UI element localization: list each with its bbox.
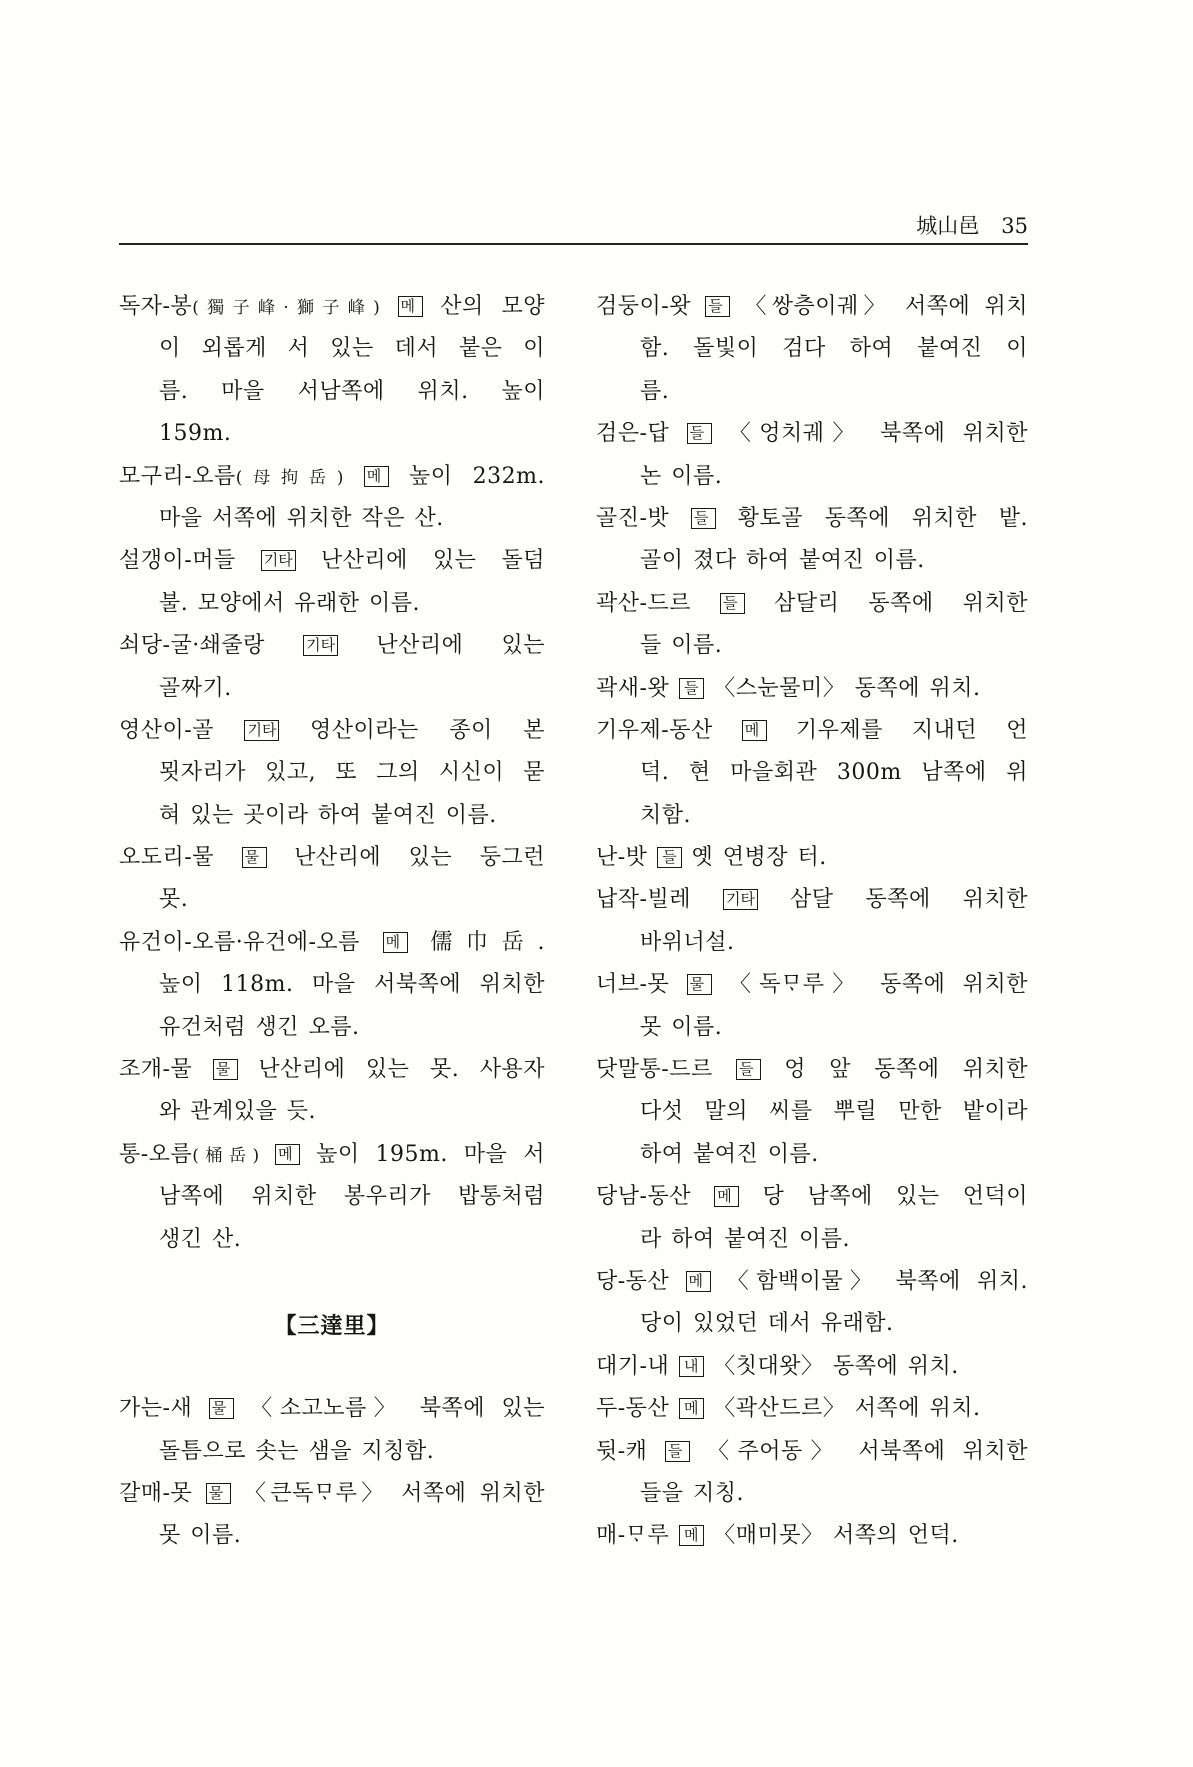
entry-first-line <box>596 964 1028 1006</box>
entry-term: 기우제-동산 <box>596 717 713 743</box>
entry-term: 난-밧 <box>596 845 648 871</box>
entry-continuation-line: 골이 졌다 하여 붙여진 이름. <box>640 548 925 574</box>
entry-hanja: (獨子峰·獅子峰) <box>192 298 380 318</box>
entry-continuation-line: 함. 돌빛이 검다 하여 붙여진 이 <box>640 336 1028 362</box>
category-tag: 들 <box>736 1059 761 1080</box>
entry-continuation-line: 바위너설. <box>640 929 735 955</box>
category-tag: 들 <box>665 1441 690 1462</box>
entry-continuation-line: 다섯 말의 씨를 뿌릴 만한 밭이라 <box>640 1099 1028 1125</box>
entry-continuation-line: 름. 마을 서남쪽에 위치. 높이 <box>159 378 545 404</box>
entry-first-line <box>119 1049 545 1091</box>
entry-hanja: (母拘岳) <box>235 467 344 488</box>
entry-term: 쇠당-굴·쇄줄랑 <box>119 633 265 659</box>
header-rule <box>119 243 1028 245</box>
category-tag: 기타 <box>303 635 338 656</box>
entry <box>596 498 1028 583</box>
entry <box>119 286 545 456</box>
entry-term: 독자-봉 <box>119 294 193 319</box>
entry-continuation-line: 혀 있는 곳이라 하여 붙여진 이름. <box>159 802 497 828</box>
entry-text: 〈엉치궤〉 북쪽에 위치한 <box>728 421 1028 447</box>
entry-continuation-line: 치함. <box>640 802 691 828</box>
category-tag: 메 <box>742 720 767 741</box>
entry-first-line <box>596 1261 1028 1303</box>
entry <box>119 625 545 710</box>
entry <box>596 1261 1028 1346</box>
entry-term: 닷말통-드르 <box>596 1057 713 1083</box>
entry-continuation-line: 돌틈으로 솟는 샘을 지칭함. <box>159 1438 435 1464</box>
entry-first-line <box>119 286 545 328</box>
entry-term: 모구리-오름 <box>119 463 236 489</box>
entry <box>596 1515 1028 1557</box>
entry-term: 영산이-골 <box>119 717 214 743</box>
entry-continuation-line: 당이 있었던 데서 유래함. <box>640 1311 894 1337</box>
entry-text: 옛 연병장 터. <box>691 845 827 871</box>
entry-text: 난산리에 있는 둥그런 <box>294 845 545 871</box>
entry-continuation-line: 름. <box>640 378 670 404</box>
entry <box>119 1388 545 1473</box>
entry-first-line <box>596 668 1028 710</box>
right-column <box>596 286 1028 1558</box>
entry-first-line <box>596 879 1028 921</box>
entry-first-line <box>119 922 545 964</box>
entry-term: 당남-동산 <box>596 1184 691 1210</box>
entry-text: 〈소고노름〉 북쪽에 있는 <box>250 1396 545 1422</box>
entry-continuation-line: 못. <box>159 887 189 913</box>
entry-text: 난산리에 있는 돌덤 <box>320 548 545 574</box>
entry-term: 대기-내 <box>596 1353 670 1379</box>
entry-text: 삼달리 동쪽에 위치한 <box>774 590 1028 616</box>
entry-text: 〈독ᄆᆞ루〉 동쪽에 위치한 <box>728 972 1028 998</box>
category-tag: 물 <box>242 847 267 868</box>
entry-term: 가는-새 <box>119 1396 193 1422</box>
entry-continuation-line: 못 이름. <box>640 1014 723 1040</box>
entry <box>119 1049 545 1134</box>
entry-term: 납작-빌레 <box>596 887 691 913</box>
entry-continuation-line: 159m. <box>159 421 232 447</box>
entry-text: 높이 195m. 마을 서 <box>316 1141 545 1167</box>
entry-text: 儒巾岳. <box>430 929 545 955</box>
entry-term: 곽산-드르 <box>596 590 691 616</box>
entry-first-line <box>119 540 545 582</box>
left-column <box>119 286 545 1558</box>
entry-continuation-line: 이 외롭게 서 있는 데서 붙은 이 <box>159 336 545 362</box>
entry-term: 검둥이-왓 <box>596 294 691 319</box>
entry-first-line <box>596 1515 1028 1557</box>
running-header <box>916 212 1028 240</box>
page-number: 35 <box>1001 214 1028 238</box>
entry <box>596 413 1028 498</box>
entry-text: 엉 앞 동쪽에 위치한 <box>784 1057 1028 1083</box>
entry-text: 난산리에 있는 못. 사용자 <box>258 1057 545 1083</box>
entry <box>596 1388 1028 1430</box>
entry-term: 두-동산 <box>596 1396 670 1422</box>
entry-continuation-line: 덕. 현 마을회관 300m 남쪽에 위 <box>640 760 1028 786</box>
entry-text: 기우제를 지내던 언 <box>795 717 1028 743</box>
entry-continuation-line: 논 이름. <box>640 463 723 489</box>
entry-continuation-line: 골짜기. <box>159 675 232 701</box>
category-tag: 물 <box>213 1059 238 1080</box>
category-tag: 물 <box>687 974 712 995</box>
entry <box>119 837 545 922</box>
entry-continuation-line: 못 이름. <box>159 1523 242 1549</box>
entry-term: 조개-물 <box>119 1057 193 1083</box>
entry-first-line <box>119 710 545 752</box>
entry-first-line <box>596 498 1028 540</box>
entry-first-line <box>596 837 1028 879</box>
category-tag: 메 <box>679 1398 704 1419</box>
entry-first-line <box>119 1473 545 1515</box>
entry-first-line <box>596 1176 1028 1218</box>
entry-continuation-line: 마을 서쪽에 위치한 작은 산. <box>159 505 444 531</box>
entry-continuation-line: 라 하여 붙여진 이름. <box>640 1226 850 1252</box>
entry <box>596 1049 1028 1176</box>
entry-text: 〈주어동〉 서북쪽에 위치한 <box>707 1438 1028 1464</box>
entry <box>119 1134 545 1261</box>
entry <box>119 540 545 625</box>
entry-text: 〈매미못〉 서쪽의 언덕. <box>713 1523 959 1549</box>
entry-text: 영산이라는 종이 본 <box>309 717 545 743</box>
entry-text: 황토골 동쪽에 위치한 밭. <box>737 505 1028 531</box>
entry-continuation-line: 남쪽에 위치한 봉우리가 밥통처럼 <box>159 1184 545 1210</box>
entry-term: 유건이-오름·유건에-오름 <box>119 929 360 955</box>
entry <box>596 1346 1028 1388</box>
entry-text: 산의 모양 <box>440 294 545 319</box>
entry-term: 통-오름 <box>119 1141 193 1167</box>
entry <box>596 668 1028 710</box>
entry-term: 너브-못 <box>596 972 670 998</box>
entry-first-line <box>119 1134 545 1176</box>
entry <box>119 710 545 837</box>
entry-first-line <box>596 286 1028 328</box>
entry-text: 〈곽산드르〉 서쪽에 위치. <box>713 1396 981 1422</box>
entry-text: 〈함백이물〉 북쪽에 위치. <box>726 1268 1028 1294</box>
entry-term: 갈매-못 <box>119 1480 193 1506</box>
category-tag: 들 <box>720 593 745 614</box>
entry-continuation-line: 불. 모양에서 유래한 이름. <box>159 590 420 616</box>
entry-term: 곽새-왓 <box>596 675 670 701</box>
entry-text: 〈큰독ᄆᆞ루〉 서쪽에 위치한 <box>243 1480 545 1506</box>
category-tag: 메 <box>275 1144 300 1165</box>
category-tag: 물 <box>209 1398 234 1419</box>
category-tag: 메 <box>679 1525 704 1546</box>
entry <box>119 922 545 1049</box>
category-tag: 메 <box>686 1271 711 1292</box>
entry <box>119 1473 545 1558</box>
entry-continuation-line: 유건처럼 생긴 오름. <box>159 1014 360 1040</box>
entry <box>119 456 545 541</box>
entry-first-line <box>596 1431 1028 1473</box>
entry-continuation-line: 묏자리가 있고, 또 그의 시신이 묻 <box>159 760 545 786</box>
category-tag: 메 <box>383 932 408 953</box>
category-tag: 메 <box>364 466 389 487</box>
entry-continuation-line: 들을 지칭. <box>640 1480 744 1506</box>
entry-continuation-line: 생긴 산. <box>159 1226 242 1252</box>
entry-term: 뒷-캐 <box>596 1438 648 1464</box>
entry-continuation-line: 들 이름. <box>640 633 723 659</box>
entry-text: 삼달 동쪽에 위치한 <box>789 887 1028 913</box>
category-tag: 들 <box>691 508 716 529</box>
entry-first-line <box>119 456 545 498</box>
category-tag: 들 <box>687 423 712 444</box>
category-tag: 메 <box>714 1186 739 1207</box>
entry-term: 검은-답 <box>596 421 670 447</box>
running-title: 城山邑 <box>916 214 980 238</box>
entry-text: 〈칫대왓〉 동쪽에 위치. <box>713 1353 959 1379</box>
entry-first-line <box>596 583 1028 625</box>
entry-first-line <box>596 1346 1028 1388</box>
category-tag: 들 <box>705 296 730 317</box>
entry <box>596 964 1028 1049</box>
section-heading: 【三達里】 <box>274 1313 390 1340</box>
category-tag: 들 <box>657 847 682 868</box>
entry <box>596 286 1028 413</box>
entry-hanja: (桶岳) <box>192 1145 260 1166</box>
entry-term: 매-ᄆᆞ루 <box>596 1523 670 1549</box>
entry-first-line <box>596 1388 1028 1430</box>
category-tag: 내 <box>679 1356 704 1377</box>
entry-continuation-line: 높이 118m. 마을 서북쪽에 위치한 <box>159 972 545 998</box>
entry-text: 〈스눈물미〉 동쪽에 위치. <box>713 675 981 701</box>
entry-first-line <box>596 710 1028 752</box>
entry-term: 설갱이-머들 <box>119 548 236 574</box>
entry-first-line <box>119 837 545 879</box>
category-tag: 기타 <box>244 720 279 741</box>
category-tag: 메 <box>398 296 423 317</box>
entry <box>596 879 1028 964</box>
entry-text: 높이 232m. <box>408 463 545 489</box>
entry-term: 골진-밧 <box>596 505 670 531</box>
entry-text: 당 남쪽에 있는 언덕이 <box>762 1184 1028 1210</box>
category-tag: 들 <box>679 678 704 699</box>
category-tag: 기타 <box>261 550 296 571</box>
entry-first-line <box>119 1388 545 1430</box>
entry-first-line <box>596 413 1028 455</box>
entry-continuation-line: 와 관계있을 듯. <box>159 1099 316 1125</box>
entry-text: 〈쌍층이궤〉 서쪽에 위치 <box>744 294 1028 319</box>
entry <box>596 583 1028 668</box>
category-tag: 물 <box>206 1483 231 1504</box>
entry <box>596 1176 1028 1261</box>
entry-term: 당-동산 <box>596 1268 670 1294</box>
entry <box>596 837 1028 879</box>
entry-first-line <box>596 1049 1028 1091</box>
entry-continuation-line: 하여 붙여진 이름. <box>640 1141 819 1167</box>
entry-first-line <box>119 625 545 667</box>
entry <box>596 1431 1028 1516</box>
entry-term: 오도리-물 <box>119 845 214 871</box>
entry <box>596 710 1028 837</box>
entry-text: 난산리에 있는 <box>376 633 545 659</box>
category-tag: 기타 <box>723 889 758 910</box>
